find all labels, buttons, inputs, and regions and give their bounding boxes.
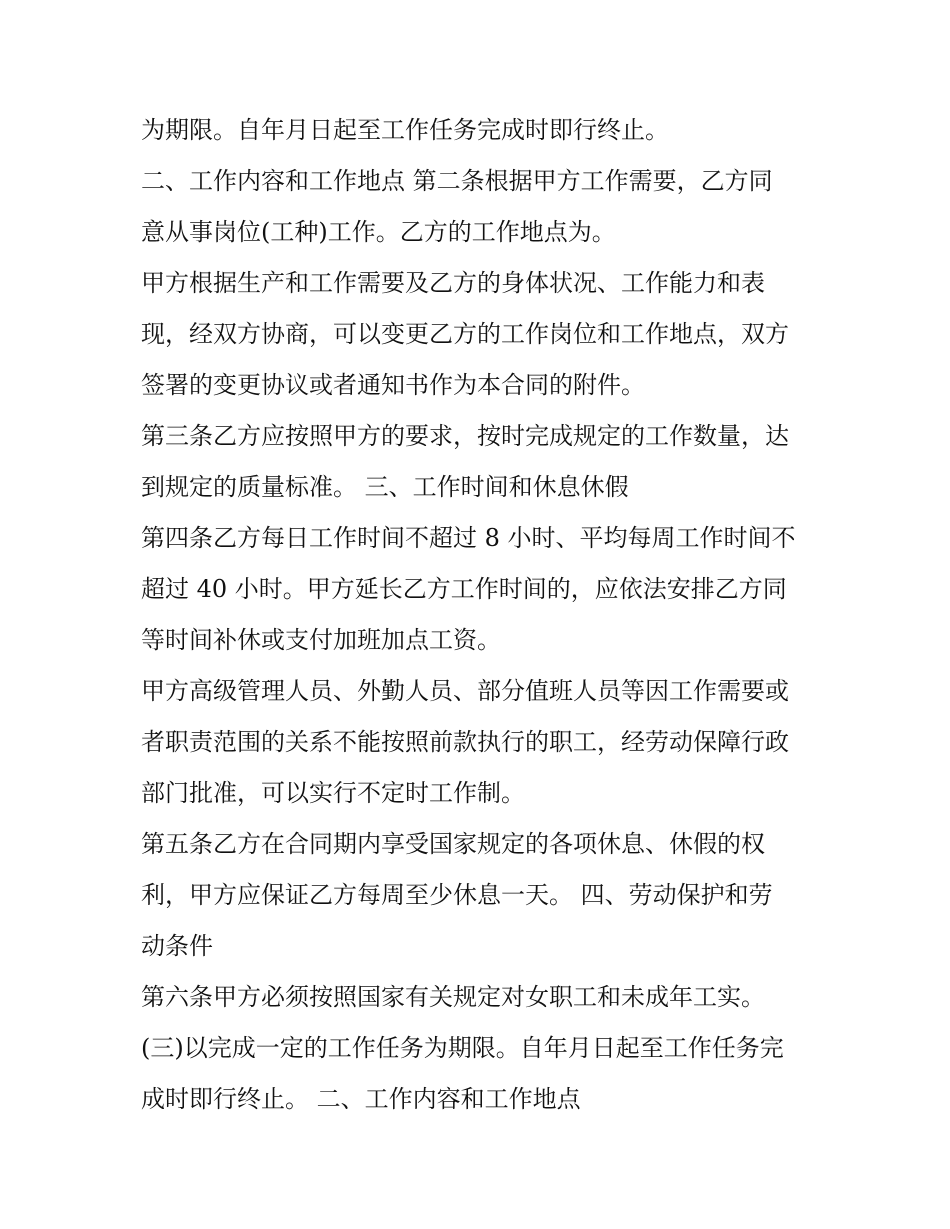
- text-line: 动条件: [141, 932, 213, 960]
- text-line: 意从事岗位(工种)工作。乙方的工作地点为。: [141, 218, 616, 246]
- text-line: 到规定的质量标准。 三、工作时间和休息休假: [141, 473, 629, 501]
- text-line: 利，甲方应保证乙方每周至少休息一天。 四、劳动保护和劳: [141, 881, 773, 909]
- text-line: 现，经双方协商，可以变更乙方的工作岗位和工作地点，双方: [141, 320, 789, 348]
- text-line: 等时间补休或支付加班加点工资。: [141, 626, 501, 654]
- text-line: 甲方高级管理人员、外勤人员、部分值班人员等因工作需要或: [141, 677, 789, 705]
- contract-text: [141, 105, 821, 1125]
- text-line: 第五条乙方在合同期内享受国家规定的各项休息、休假的权: [141, 830, 765, 858]
- text-line: 第三条乙方应按照甲方的要求，按时完成规定的工作数量，达: [141, 422, 789, 450]
- text-line: 第六条甲方必须按照国家有关规定对女职工和未成年工实。: [141, 983, 765, 1011]
- text-line: 者职责范围的关系不能按照前款执行的职工，经劳动保障行政: [141, 728, 789, 756]
- text-line: 成时即行终止。 二、工作内容和工作地点: [141, 1085, 581, 1113]
- text-line: 为期限。自年月日起至工作任务完成时即行终止。: [141, 116, 669, 144]
- text-line: 二、工作内容和工作地点 第二条根据甲方工作需要，乙方同: [141, 167, 773, 195]
- text-line: 第四条乙方每日工作时间不超过 8 小时、平均每周工作时间不: [141, 524, 796, 552]
- text-line: 甲方根据生产和工作需要及乙方的身体状况、工作能力和表: [141, 269, 765, 297]
- text-line: 签署的变更协议或者通知书作为本合同的附件。: [141, 371, 645, 399]
- text-line: 部门批准，可以实行不定时工作制。: [141, 779, 525, 807]
- text-line: 超过 40 小时。甲方延长乙方工作时间的，应依法安排乙方同: [141, 575, 787, 603]
- text-line: (三)以完成一定的工作任务为期限。自年月日起至工作任务完: [141, 1034, 784, 1062]
